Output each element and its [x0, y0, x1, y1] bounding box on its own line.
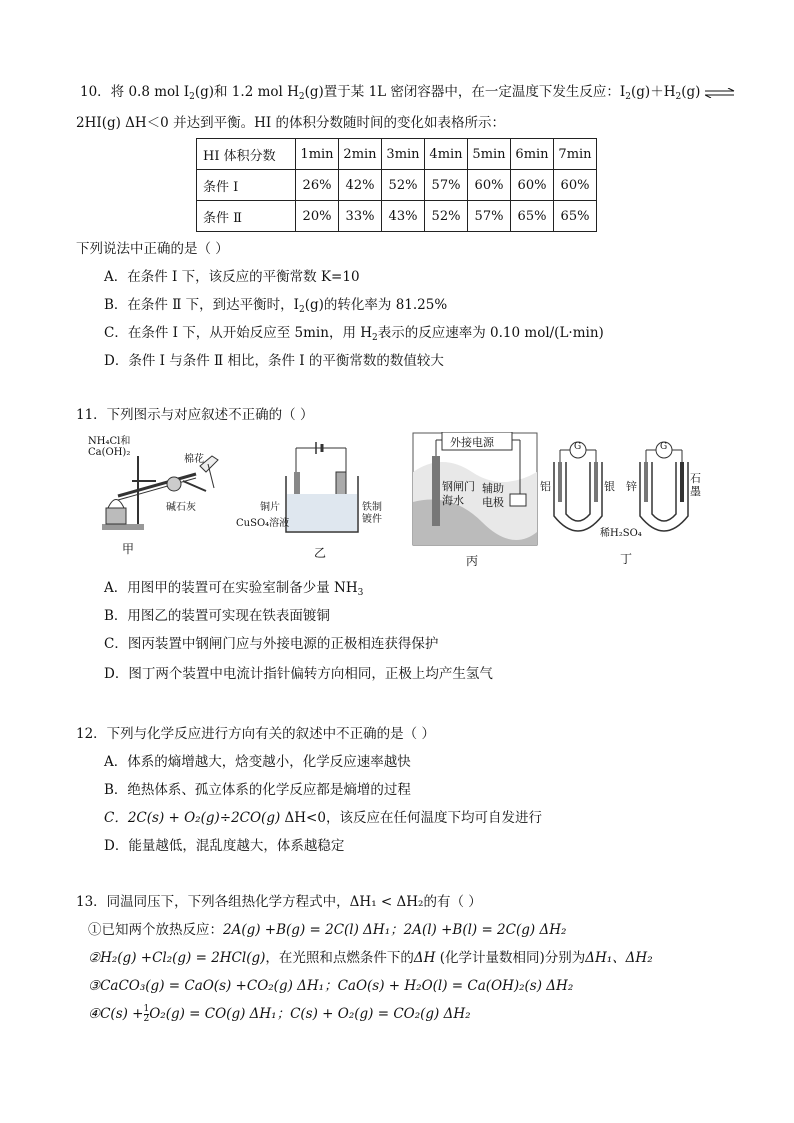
table-cell: HI 体积分数	[197, 139, 296, 170]
fig-bing-label-electrode: 辅助 电极	[482, 482, 504, 509]
q10-line1: 10．将 0.8 mol $I_2(g)$和 1.2 mol $H_2(g)$置于某 1L 密闭容器中，在一定温度下发生反应：$I_2(g)+H_2(g)$	[80, 82, 735, 102]
table-cell: 7min	[554, 139, 597, 170]
q13-item-1: ①已知两个放热反应：2A(g) +B(g) = 2C(l) ΔH₁；2A(l) +B(l) = 2C(g) ΔH₂	[88, 922, 567, 938]
table-cell: 5min	[468, 139, 511, 170]
fig-bing-caption: 丙	[466, 554, 479, 568]
figure-jia-ammonia-apparatus	[88, 436, 228, 556]
fig-yi-label-solution: CuSO₄溶液	[236, 518, 290, 529]
table-cell: 20%	[296, 201, 339, 232]
q11-option-b: B．用图乙的装置可实现在铁表面镀铜	[104, 608, 330, 624]
fig-ding-galvanometer-1: G	[574, 442, 582, 452]
reversible-arrow-icon	[705, 88, 735, 98]
table-cell: 65%	[554, 201, 597, 232]
q12-option-b: B．绝热体系、孤立体系的化学反应都是熵增的过程	[104, 782, 411, 798]
table-cell: 26%	[296, 170, 339, 201]
fig-ding-label-al: 铝	[540, 480, 551, 493]
table-cell: 4min	[425, 139, 468, 170]
table-row	[197, 170, 597, 201]
fig-ding-label-ag: 银	[604, 480, 615, 493]
q13-item-4: ④C(s) + $\frac{1}{2}$ O₂(g) = CO(g) ΔH₁；C(s) + O₂(g) = CO₂(g) ΔH₂	[88, 1004, 471, 1024]
fraction-one-half: $\frac{1}{2}$	[143, 1004, 150, 1024]
figure-bing-cathodic-protection	[412, 432, 538, 570]
fig-ding-label-acid: 稀H₂SO₄	[600, 528, 642, 539]
q13-item-2: ②H₂(g) +Cl₂(g) = 2HCl(g)，在光照和点燃条件下的ΔH (化学计量数相同)分别为ΔH₁、ΔH₂	[88, 950, 653, 966]
q10-option-d: D．条件 I 与条件 Ⅱ 相比，条件 I 的平衡常数的数值较大	[104, 353, 444, 369]
q11-prompt: 11．下列图示与对应叙述不正确的（ ）	[76, 407, 314, 423]
table-cell: 52%	[425, 201, 468, 232]
fig-ding-caption: 丁	[620, 552, 633, 566]
fig-ding-label-graphite: 石 墨	[690, 472, 701, 498]
hi-volume-table	[196, 138, 597, 232]
table-cell: 2min	[339, 139, 382, 170]
figure-yi-electroplating	[236, 436, 386, 560]
table-cell: 65%	[511, 201, 554, 232]
table-cell: 条件 Ⅱ	[197, 201, 296, 232]
table-cell: 42%	[339, 170, 382, 201]
q13-prompt: 13．同温同压下，下列各组热化学方程式中，ΔH₁ < ΔH₂的有（ ）	[76, 894, 482, 910]
table-cell: 60%	[468, 170, 511, 201]
table-cell: 3min	[382, 139, 425, 170]
q12-option-c: C．2C(s) + O₂(g)÷2CO(g) ΔH<0，该反应在任何温度下均可自发进行	[104, 810, 542, 826]
q12-prompt: 12．下列与化学反应进行方向有关的叙述中不正确的是（ ）	[76, 726, 435, 742]
table-cell: 57%	[468, 201, 511, 232]
table-cell: 1min	[296, 139, 339, 170]
table-cell: 52%	[382, 170, 425, 201]
fig-bing-label-gate: 钢闸门 海水	[442, 480, 475, 507]
q10-option-b: B．在条件 Ⅱ 下，到达平衡时，$I_2(g)$的转化率为 81.25%	[104, 297, 448, 315]
q11-option-c: C．图丙装置中钢闸门应与外接电源的正极相连获得保护	[104, 636, 439, 652]
fig-ding-galvanometer-2: G	[660, 442, 668, 452]
fig-yi-caption: 乙	[314, 546, 327, 560]
table-cell: 33%	[339, 201, 382, 232]
fig-bing-label-power: 外接电源	[450, 436, 494, 449]
q10-prompt: 下列说法中正确的是（ ）	[76, 241, 229, 257]
figure-ding-galvanic-cells	[540, 436, 710, 572]
table-row	[197, 201, 597, 232]
fig-yi-label-iron: 铁制 镀件	[362, 502, 382, 525]
q10-option-c: C．在条件 I 下，从开始反应至 5min，用 $H_2$表示的反应速率为 0.10 mol/(L·min)	[104, 325, 604, 343]
q12-option-a: A．体系的熵增越大，焓变越小，化学反应速率越快	[104, 754, 411, 770]
table-cell: 6min	[511, 139, 554, 170]
fig-yi-label-copper: 铜片	[260, 502, 280, 513]
q12-option-d: D．能量越低，混乱度越大，体系越稳定	[104, 838, 345, 854]
fig-jia-caption: 甲	[122, 542, 135, 556]
fig-jia-label-reagent: NH₄Cl和 Ca(OH)₂	[88, 436, 131, 458]
table-header-row	[197, 139, 597, 170]
table-cell: 57%	[425, 170, 468, 201]
fig-ding-label-zn: 锌	[626, 480, 637, 493]
table-cell: 60%	[554, 170, 597, 201]
table-cell: 60%	[511, 170, 554, 201]
table-cell: 43%	[382, 201, 425, 232]
q10-line2: 2HI(g) ΔH＜0 并达到平衡。HI 的体积分数随时间的变化如表格所示：	[76, 115, 505, 131]
q11-option-d: D．图丁两个装置中电流计指针偏转方向相同，正极上均产生氢气	[104, 666, 493, 682]
fig-jia-label-cotton: 棉花	[184, 454, 204, 465]
q11-option-a: A．用图甲的装置可在实验室制备少量 $NH_3$	[104, 580, 364, 598]
fig-jia-label-soda-lime: 碱石灰	[166, 502, 196, 513]
q13-item-3: ③CaCO₃(g) = CaO(s) +CO₂(g) ΔH₁；CaO(s) + H₂O(l) = Ca(OH)₂(s) ΔH₂	[88, 978, 574, 994]
q10-option-a: A．在条件 I 下，该反应的平衡常数 K=10	[104, 269, 360, 285]
table-cell: 条件 I	[197, 170, 296, 201]
